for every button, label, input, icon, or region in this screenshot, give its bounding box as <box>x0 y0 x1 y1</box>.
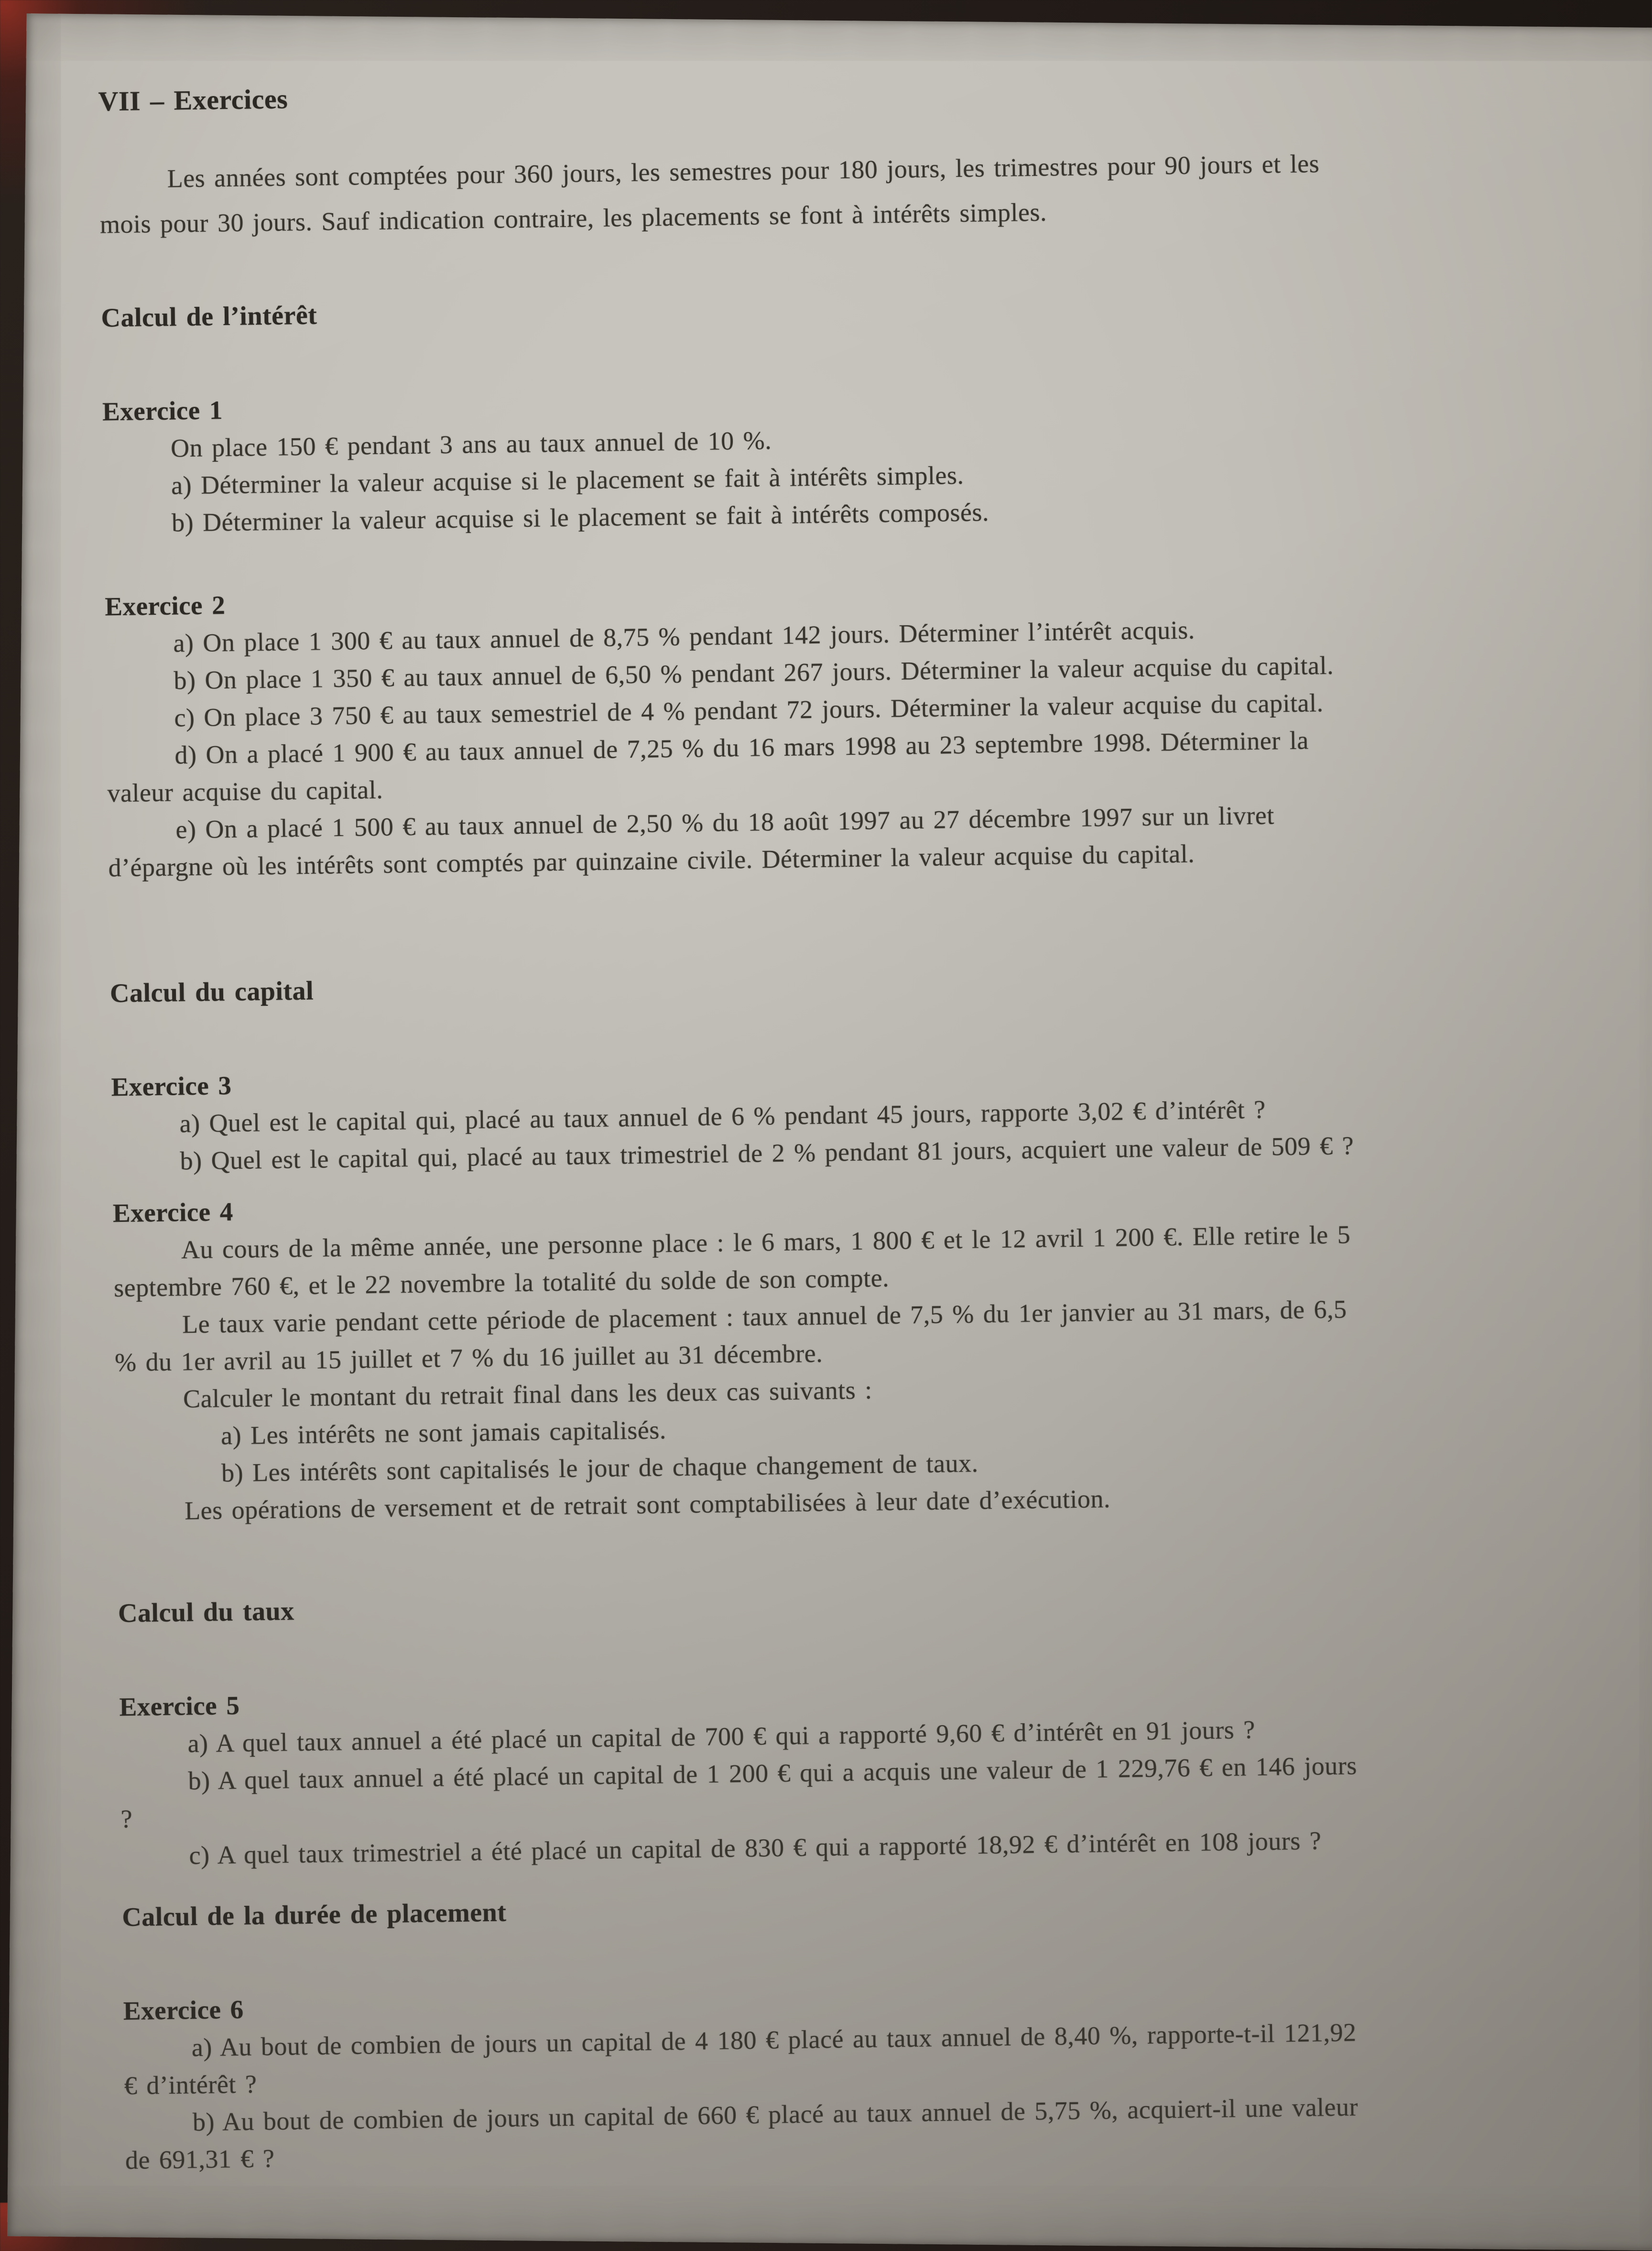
exercise-5-item-a: a) A quel taux annuel a été placé un capital de 700 € qui a rapporté 9,60 € d’intérêt en 91 jours ? <box>187 1715 1256 1758</box>
exercise-1-intro: On place 150 € pendant 3 ans au taux annuel de 10 %. <box>170 426 772 463</box>
intro-line-2: mois pour 30 jours. Sauf indication contraire, les placements se font à intérêts simples. <box>99 197 1047 239</box>
section-heading-calcul-interet: Calcul de l’intérêt <box>101 300 317 333</box>
exercise-4-paragraph-3: Calculer le montant du retrait final dans les deux cas suivants : <box>183 1375 873 1414</box>
exercise-6-item-a-cont: € d’intérêt ? <box>124 2069 257 2100</box>
exercise-2-item-d: d) On a placé 1 900 € au taux annuel de 7,25 % du 16 mars 1998 au 23 septembre 1998. Déterminer la <box>174 726 1309 770</box>
document-page <box>7 13 1652 2251</box>
exercise-4-paragraph-2-cont: % du 1er avril au 15 juillet et 7 % du 16 juillet au 31 décembre. <box>114 1338 823 1377</box>
exercise-4-item-a: a) Les intérêts ne sont jamais capitalisés. <box>220 1415 667 1450</box>
exercise-2-item-a: a) On place 1 300 € au taux annuel de 8,75 % pendant 142 jours. Déterminer l’intérêt acquis. <box>173 615 1196 658</box>
exercise-3-heading: Exercice 3 <box>111 1071 232 1102</box>
exercise-2-heading: Exercice 2 <box>105 590 226 621</box>
exercise-5-item-c: c) A quel taux trimestriel a été placé un capital de 830 € qui a rapporté 18,92 € d’intérêt en 108 jours ? <box>189 1826 1322 1870</box>
exercise-4-paragraph-1: Au cours de la même année, une personne place : le 6 mars, 1 800 € et le 12 avril 1 200 €. Elle retire le 5 <box>181 1220 1351 1264</box>
exercise-2-item-c: c) On place 3 750 € au taux semestriel de 4 % pendant 72 jours. Déterminer la valeur acquise du capital. <box>174 688 1324 732</box>
exercise-6-item-b-cont: de 691,31 € ? <box>125 2144 275 2175</box>
exercise-3-item-b: b) Quel est le capital qui, placé au taux trimestriel de 2 % pendant 81 jours, acquiert une valeur de 509 € ? <box>180 1131 1354 1175</box>
exercise-1-item-b: b) Déterminer la valeur acquise si le placement se fait à intérêts composés. <box>171 498 989 537</box>
page-title: VII – Exercices <box>98 83 288 117</box>
exercise-6-heading: Exercice 6 <box>123 1994 244 2026</box>
exercise-3-item-a: a) Quel est le capital qui, placé au taux annuel de 6 % pendant 45 jours, rapporte 3,02 € d’intérêt ? <box>179 1095 1266 1138</box>
exercise-4-paragraph-4: Les opérations de versement et de retrait sont comptabilisées à leur date d’exécution. <box>184 1484 1111 1525</box>
exercise-1-item-a: a) Déterminer la valeur acquise si le placement se fait à intérêts simples. <box>171 460 964 500</box>
exercise-2-item-e: e) On a placé 1 500 € au taux annuel de 2,50 % du 18 août 1997 au 27 décembre 1997 sur un livret <box>175 801 1275 844</box>
intro-line-1: Les années sont comptées pour 360 jours, les semestres pour 180 jours, les trimestres pour 90 jours et les <box>167 149 1320 193</box>
exercise-1-heading: Exercice 1 <box>102 395 223 426</box>
section-heading-duree-placement: Calcul de la durée de placement <box>121 1897 507 1933</box>
exercise-4-paragraph-1-cont: septembre 760 €, et le 22 novembre la totalité du solde de son compte. <box>113 1263 890 1303</box>
exercise-6-item-b: b) Au bout de combien de jours un capital de 660 € placé au taux annuel de 5,75 %, acquiert-il une valeur <box>192 2092 1359 2137</box>
exercise-4-heading: Exercice 4 <box>112 1197 234 1228</box>
exercise-5-heading: Exercice 5 <box>119 1690 240 1722</box>
exercise-5-item-b-cont: ? <box>120 1804 133 1834</box>
exercise-4-item-b: b) Les intérêts sont capitalisés le jour de chaque changement de taux. <box>221 1448 978 1488</box>
exercise-4-paragraph-2: Le taux varie pendant cette période de placement : taux annuel de 7,5 % du 1er janvier au 31 mars, de 6,5 <box>182 1294 1347 1339</box>
exercise-6-item-a: a) Au bout de combien de jours un capital de 4 180 € placé au taux annuel de 8,40 %, rapporte-t-il 121,92 <box>191 2018 1357 2062</box>
page-content <box>98 62 1652 2179</box>
exercise-2-item-e-cont: d’épargne où les intérêts sont comptés par quinzaine civile. Déterminer la valeur acquise du capital. <box>108 839 1195 882</box>
exercise-2-item-d-cont: valeur acquise du capital. <box>107 775 383 808</box>
exercise-5-item-b: b) A quel taux annuel a été placé un capital de 1 200 € qui a acquis une valeur de 1 229,76 € en 146 jours <box>188 1751 1358 1795</box>
section-heading-calcul-capital: Calcul du capital <box>109 976 314 1009</box>
exercise-2-item-b: b) On place 1 350 € au taux annuel de 6,50 % pendant 267 jours. Déterminer la valeur acquise du capital. <box>174 651 1334 695</box>
section-heading-calcul-taux: Calcul du taux <box>118 1596 295 1629</box>
